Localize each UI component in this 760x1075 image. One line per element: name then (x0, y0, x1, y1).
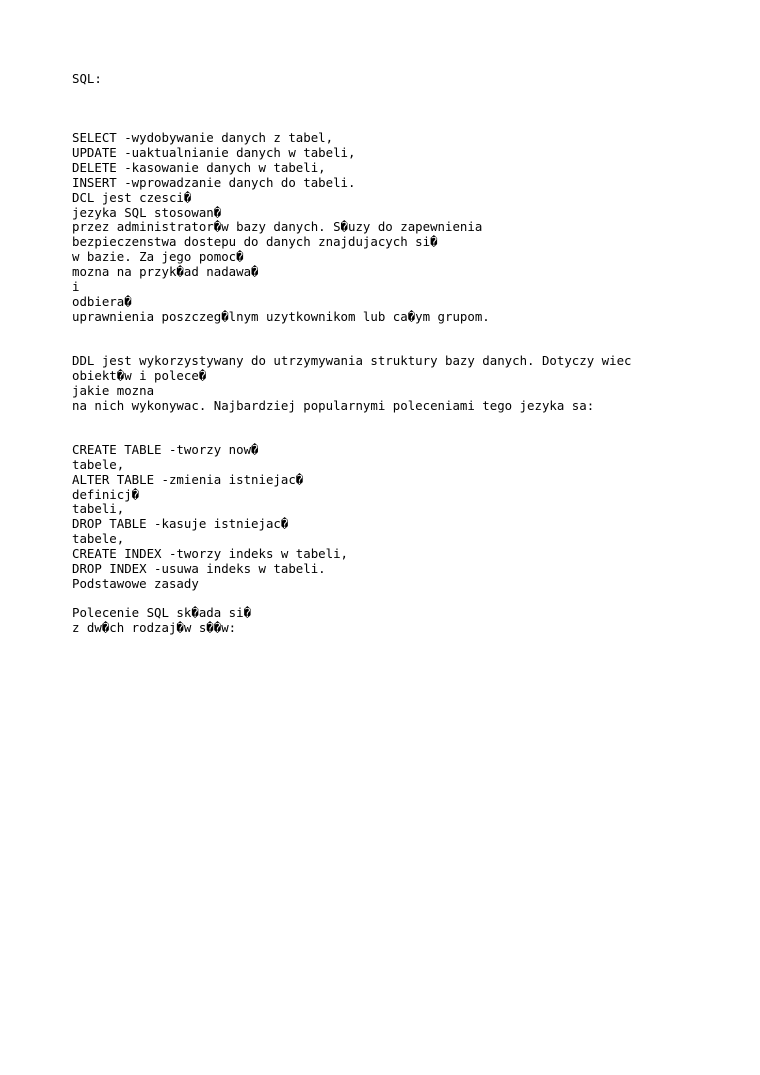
text-line: w bazie. Za jego pomoc� (72, 249, 244, 265)
text-line: DROP TABLE -kasuje istniejac� (72, 516, 289, 532)
blank-line (72, 428, 712, 443)
text-line: obiekt�w i polece� (72, 367, 207, 383)
text-line: tabele, (72, 531, 125, 547)
blank-line (72, 324, 712, 339)
text-line: INSERT -wprowadzanie danych do tabeli. (72, 174, 356, 190)
text-line: odbiera� (72, 293, 132, 309)
text-line: jakie mozna (72, 382, 155, 398)
document-body (72, 72, 712, 636)
text-line: Polecenie SQL sk�ada si� (72, 605, 252, 621)
text-line: DDL jest wykorzystywany do utrzymywania struktury bazy danych. Dotyczy wiec (72, 353, 632, 369)
text-line: z dw�ch rodzaj�w s��w: (72, 620, 237, 636)
text-line: Podstawowe zasady (72, 575, 199, 591)
text-line: tabele, (72, 456, 125, 472)
text-line: DROP INDEX -usuwa indeks w tabeli. (72, 560, 326, 576)
text-line: SELECT -wydobywanie danych z tabel, (72, 130, 334, 146)
blank-line (72, 117, 712, 132)
blank-line (72, 87, 712, 102)
text-line: CREATE TABLE -tworzy now� (72, 442, 259, 458)
text-line: bezpieczenstwa dostepu do danych znajdujacych si� (72, 234, 438, 250)
section-heading-sql: SQL: (72, 71, 102, 86)
blank-line (72, 102, 712, 117)
text-line: mozna na przyk�ad nadawa� (72, 263, 259, 279)
text-line: uprawnienia poszczeg�lnym uzytkownikom lub ca�ym grupom. (72, 308, 490, 324)
text-line: DCL jest czesci� (72, 189, 192, 205)
blank-line (72, 339, 712, 354)
text-line: jezyka SQL stosowan� (72, 204, 222, 220)
text-line: przez administrator�w bazy danych. S�uzy do zapewnienia (72, 219, 483, 235)
blank-line (72, 413, 712, 428)
text-line: UPDATE -uaktualnianie danych w tabeli, (72, 145, 356, 161)
text-line: ALTER TABLE -zmienia istniejac� (72, 471, 304, 487)
text-line: tabeli, (72, 501, 125, 517)
text-line: definicj� (72, 486, 140, 502)
blank-line (72, 592, 712, 607)
text-line: na nich wykonywac. Najbardziej popularnymi poleceniami tego jezyka sa: (72, 397, 595, 413)
text-line: CREATE INDEX -tworzy indeks w tabeli, (72, 546, 349, 561)
text-line: DELETE -kasowanie danych w tabeli, (72, 160, 326, 176)
text-line: i (72, 278, 80, 294)
